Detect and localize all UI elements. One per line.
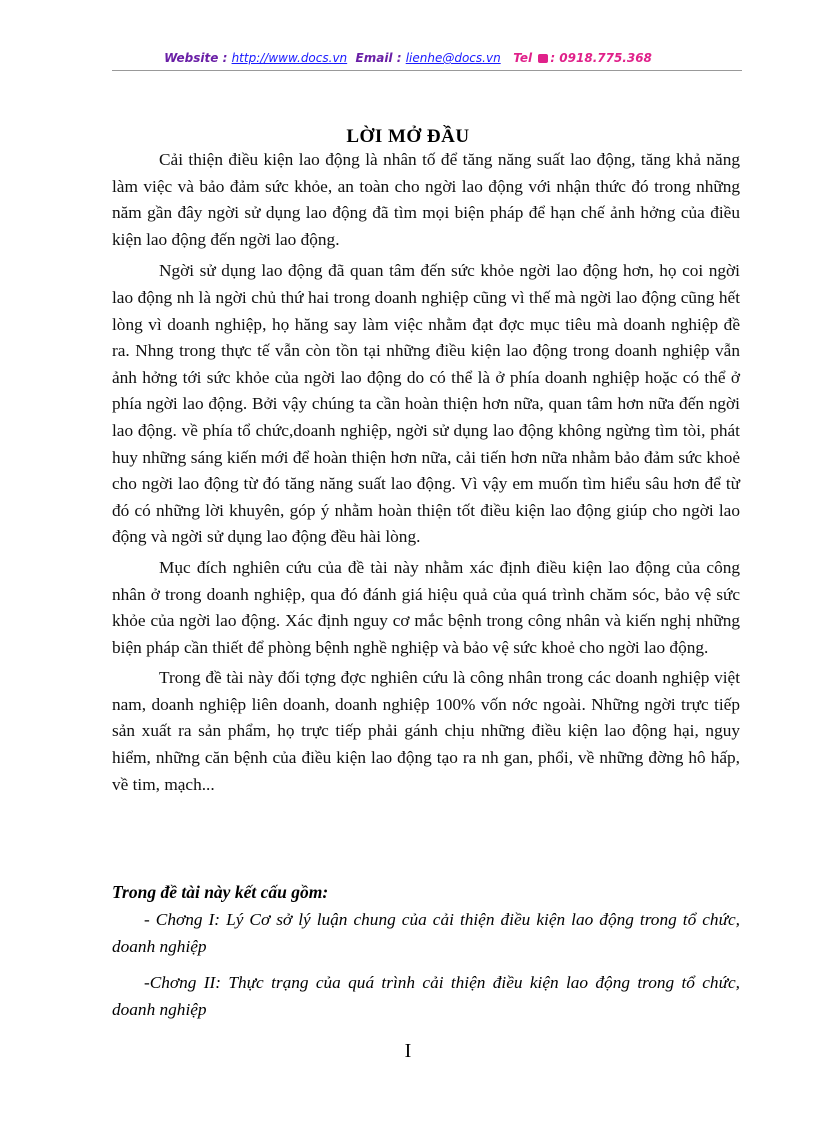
page-title: LỜI MỞ ĐẦU: [346, 126, 470, 147]
phone-icon: [538, 54, 548, 63]
website-label: Website :: [164, 51, 232, 65]
paragraph: Ngời sử dụng lao động đã quan tâm đến sức khỏe ngời lao động hơn, họ coi ngời lao động nh là ngời chủ thứ hai trong doanh nghiệp cũng vì thế mà ngời lao động cũng hết lòng vì doanh nghiệp, họ hăng say làm việc nhằm đạt đợc mục tiêu mà doanh nghiệp đề ra. Nhng trong thực tế vẫn còn tồn tại những điều kiện lao động trong doanh nghiệp vẫn ảnh hởng tới sức khỏe của ngời lao động do có thể là ở phía doanh nghiệp hoặc có thể ở phía ngời lao động. Bởi vậy chúng ta cần hoàn thiện hơn nữa, quan tâm hơn nữa đến ngời lao động. về phía tổ chức,doanh nghiệp, ngời sử dụng lao động không ngừng tìm tòi, phát huy những sáng kiến mới để hoàn thiện hơn nữa, cải tiến hơn nữa nhằm bảo đảm sức khoẻ cho ngời lao động từ đó tăng năng suất lao động. Vì vậy em muốn tìm hiểu sâu hơn để từ đó có những lời khuyên, góp ý nhằm hoàn thiện tốt điều kiện lao động giúp cho ngời lao động và ngời sử dụng lao động đều hài lòng.: [112, 261, 740, 547]
tel-number: : 0918.775.368: [550, 51, 652, 65]
paragraph: Cải thiện điều kiện lao động là nhân tố để tăng năng suất lao động, tăng khả năng làm việc và bảo đảm sức khỏe, an toàn cho ngời lao động với nhận thức đó trong những năm gần đây ngời sử dụng lao động đã tìm mọi biện pháp để hạn chế ảnh hởng của điều kiện lao động đến ngời lao động.: [112, 150, 740, 249]
website-link[interactable]: http://www.docs.vn: [231, 51, 348, 65]
email-link[interactable]: lienhe@docs.vn: [405, 51, 501, 65]
structure-item-text: - Chơng I: Lý Cơ sở lý luận chung của cải thiện điều kiện lao động trong tổ chức, doanh nghiệp: [112, 910, 740, 956]
structure-item: [112, 970, 740, 1023]
email-label: Email :: [355, 51, 406, 65]
structure-heading: Trong đề tài này kết cấu gồm:: [112, 882, 329, 902]
page-header: [0, 51, 816, 65]
tel-label: Tel: [513, 51, 537, 65]
paragraph: Mục đích nghiên cứu của đề tài này nhằm xác định điều kiện lao động của công nhân ở trong doanh nghiệp, qua đó đánh giá hiệu quả của quá trình chăm sóc, bảo vệ sức khỏe của ngời lao động. Xác định nguy cơ mắc bệnh trong công nhân và kiến nghị những biện pháp cần thiết để phòng bệnh nghề nghiệp và bảo vệ sức khoẻ cho ngời lao động.: [112, 557, 740, 657]
page-number: I: [404, 1040, 412, 1062]
structure-item: [112, 907, 740, 960]
main-body: [112, 147, 740, 798]
header-divider: [112, 70, 742, 71]
paragraph: Trong đề tài này đối tợng đợc nghiên cứu là công nhân trong các doanh nghiệp việt nam, doanh nghiệp liên doanh, doanh nghiệp 100% vốn nớc ngoài. Những ngời trực tiếp sản xuất ra sản phẩm, họ trực tiếp phải gánh chịu những điều kiện lao động hại, nguy hiểm, những căn bệnh của điều kiện lao động tạo ra nh gan, phổi, về những đờng hô hấp, về tim, mạch...: [112, 668, 740, 794]
structure-item-text: -Chơng II: Thực trạng của quá trình cải thiện điều kiện lao động trong tổ chức, doanh nghiệp: [112, 973, 740, 1019]
